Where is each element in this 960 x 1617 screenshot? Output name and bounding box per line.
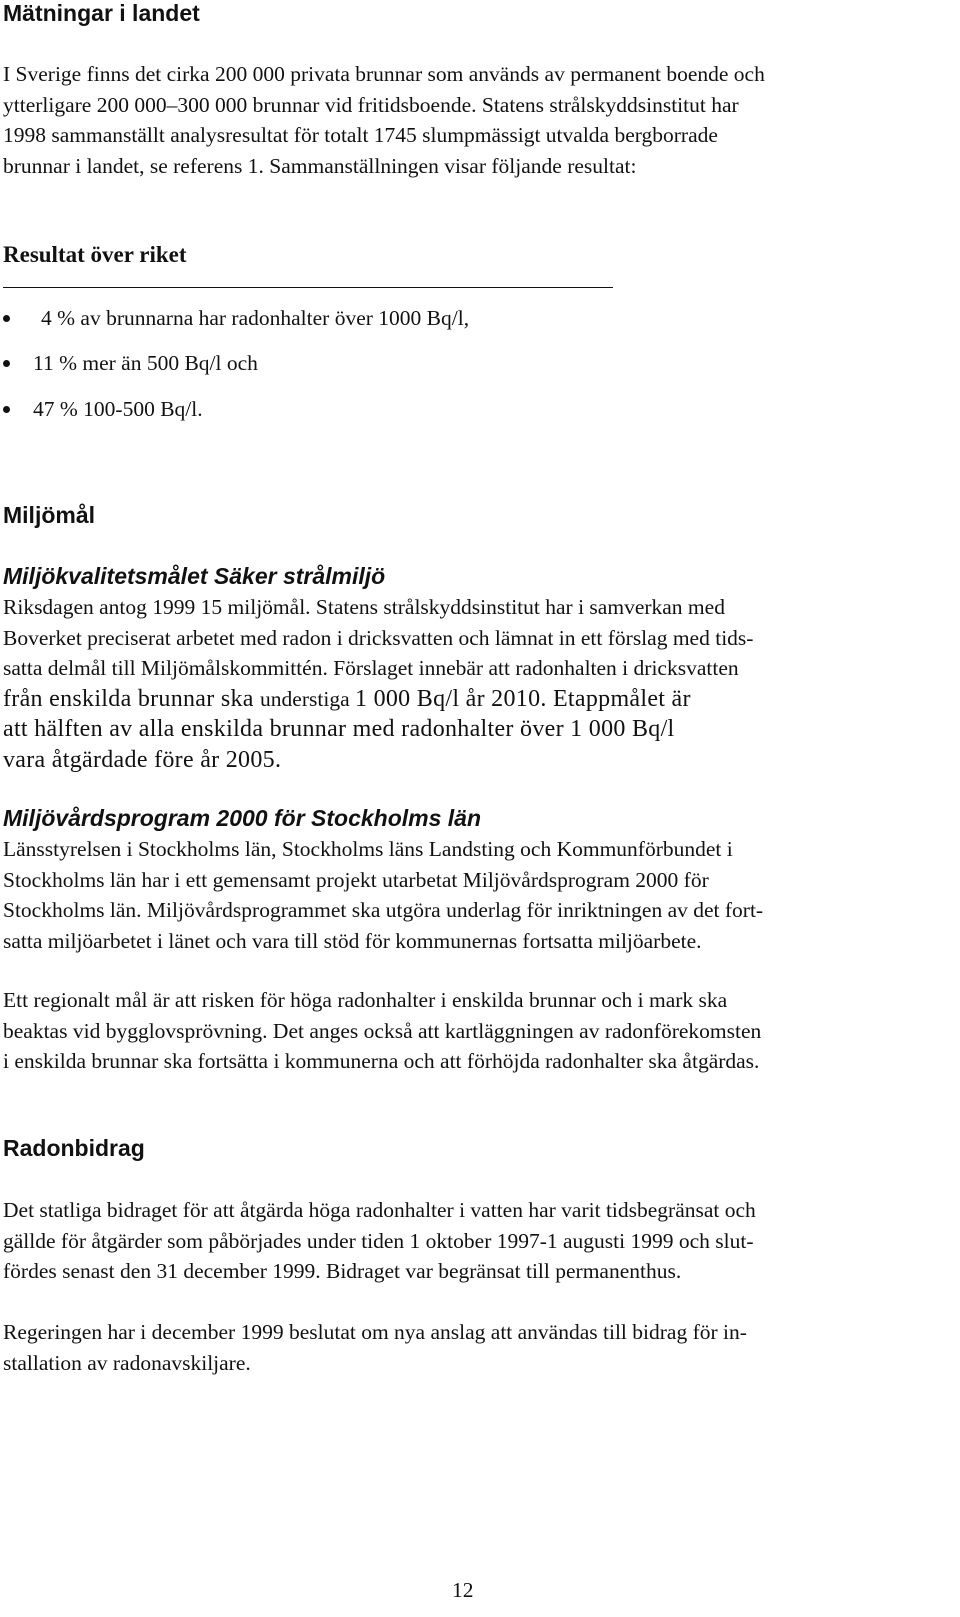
paragraph-line: Boverket preciserat arbetet med radon i dricksvatten och lämnat in ett förslag med tids- bbox=[3, 625, 754, 650]
paragraph-line: beaktas vid bygglovsprövning. Det anges också att kartläggningen av radonförekomsten bbox=[3, 1018, 762, 1043]
section-heading-miljomal: Miljömål bbox=[3, 502, 96, 528]
paragraph-line: stallation av radonavskiljare. bbox=[3, 1350, 251, 1375]
regional-goal-paragraph bbox=[3, 985, 938, 1077]
paragraph-line: ytterligare 200 000–300 000 brunnar vid fritidsboende. Statens strålskyddsinstitut har bbox=[3, 92, 739, 117]
paragraph-line: i enskilda brunnar ska fortsätta i kommunerna och att förhöjda radonhalter ska åtgärdas. bbox=[3, 1049, 760, 1073]
paragraph-line: Stockholms län. Miljövårdsprogrammet ska utgöra underlag för inriktningen av det fort- bbox=[3, 898, 764, 922]
paragraph-line: brunnar i landet, se referens 1. Sammanställningen visar följande resultat: bbox=[3, 153, 637, 178]
bullet-icon bbox=[3, 315, 10, 322]
paragraph-line: Regeringen har i december 1999 beslutat om nya anslag att användas till bidrag för in- bbox=[3, 1320, 747, 1344]
paragraph-line: gällde för åtgärder som påbörjades under tiden 1 oktober 1997-1 augusti 1999 och slut- bbox=[3, 1228, 754, 1253]
paragraph-line: Stockholms län har i ett gemensamt projekt utarbetat Miljövårdsprogram 2000 för bbox=[3, 867, 709, 892]
section-heading-matningar: Mätningar i landet bbox=[3, 0, 200, 26]
paragraph-line: Ett regionalt mål är att risken för höga radonhalter i enskilda brunnar och i mark ska bbox=[3, 988, 728, 1012]
miljovard-paragraph bbox=[3, 834, 938, 956]
section-heading-radonbidrag: Radonbidrag bbox=[3, 1135, 145, 1161]
paragraph-line: I Sverige finns det cirka 200 000 privata brunnar som används av permanent boende och bbox=[3, 62, 765, 86]
radonbidrag-paragraph bbox=[3, 1195, 938, 1287]
bullet-text: 4 % av brunnarna har radonhalter över 1000 Bq/l, bbox=[41, 306, 470, 330]
page-number: 12 bbox=[452, 1578, 474, 1602]
miljomal-paragraph bbox=[3, 592, 938, 775]
paragraph-line: satta miljöarbetet i länet och vara till stöd för kommunernas fortsatta miljöarbete. bbox=[3, 928, 702, 953]
bullet-text: 47 % 100-500 Bq/l. bbox=[33, 397, 203, 421]
paragraph-fragment: från enskilda brunnar ska bbox=[3, 685, 261, 712]
subheading-saker-stralmiljo: Miljökvalitetsmålet Säker strålmiljö bbox=[3, 563, 386, 589]
paragraph-line: att hälften av alla enskilda brunnar med radonhalter över 1 000 Bq/l bbox=[3, 716, 675, 742]
paragraph-line: Riksdagen antog 1999 15 miljömål. Statens strålskyddsinstitut har i samverkan med bbox=[3, 595, 725, 619]
paragraph-line: satta delmål till Miljömålskommittén. Förslaget innebär att radonhalten i dricksvatten bbox=[3, 656, 739, 680]
paragraph-fragment: 1 000 Bq/l år 2010. Etappmålet är bbox=[354, 685, 691, 712]
bullet-icon bbox=[3, 360, 10, 367]
paragraph-line: vara åtgärdade före år 2005. bbox=[3, 746, 282, 773]
bullet-text: 11 % mer än 500 Bq/l och bbox=[33, 351, 258, 375]
paragraph-line bbox=[3, 684, 938, 715]
paragraph-line: 1998 sammanställt analysresultat för totalt 1745 slumpmässigt utvalda bergborrade bbox=[3, 123, 718, 147]
results-heading: Resultat över riket bbox=[3, 242, 187, 267]
paragraph-line: Länsstyrelsen i Stockholms län, Stockholms läns Landsting och Kommunförbundet i bbox=[3, 837, 733, 861]
paragraph-line: fördes senast den 31 december 1999. Bidraget var begränsat till permanenthus. bbox=[3, 1259, 682, 1283]
paragraph-fragment: understiga bbox=[260, 686, 355, 711]
regeringen-paragraph bbox=[3, 1317, 938, 1378]
paragraph-line: Det statliga bidraget för att åtgärda höga radonhalter i vatten har varit tidsbegränsat och bbox=[3, 1198, 756, 1222]
heading-underline bbox=[3, 287, 613, 288]
bullet-icon bbox=[3, 406, 10, 413]
intro-paragraph bbox=[3, 59, 938, 181]
subheading-miljovardsprogram: Miljövårdsprogram 2000 för Stockholms län bbox=[3, 805, 482, 831]
